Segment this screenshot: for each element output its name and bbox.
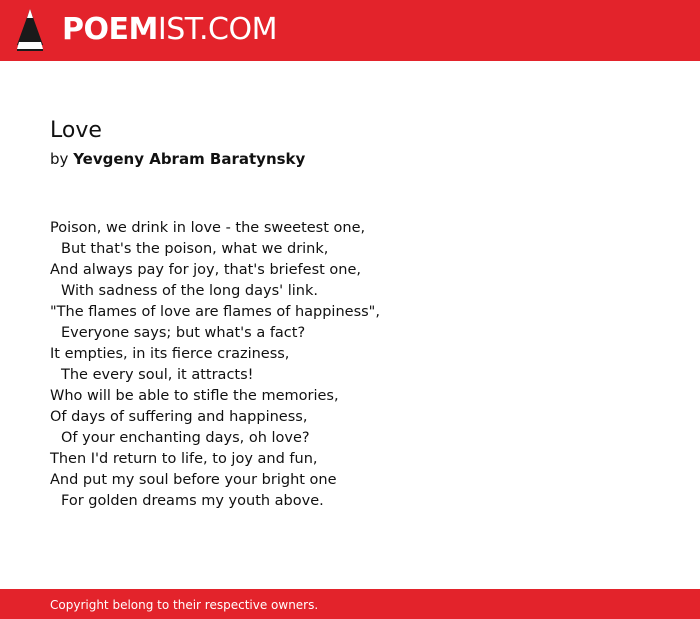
logo-text-light: IST.COM <box>157 12 277 47</box>
poem-title: Love <box>50 118 102 143</box>
poem-line: Of your enchanting days, oh love? <box>61 430 310 446</box>
by-label: by <box>50 150 69 168</box>
poem-line: It empties, in its fierce craziness, <box>50 346 290 362</box>
poem-line: With sadness of the long days' link. <box>61 283 318 299</box>
poem-line: "The flames of love are flames of happiness", <box>50 304 380 320</box>
poem-line: Of days of suffering and happiness, <box>50 409 308 425</box>
poem-line: Poison, we drink in love - the sweetest one, <box>50 220 366 236</box>
copyright-text: Copyright belong to their respective owners. <box>50 598 319 612</box>
poem-line: For golden dreams my youth above. <box>61 493 324 509</box>
poem-line: Then I'd return to life, to joy and fun, <box>50 451 318 467</box>
poem-line: But that's the poison, what we drink, <box>61 241 329 257</box>
poem-body <box>50 218 380 512</box>
poem-line: The every soul, it attracts! <box>61 367 254 383</box>
footer-bar <box>0 589 700 619</box>
poem-line: Who will be able to stifle the memories, <box>50 388 339 404</box>
site-logo-text <box>62 9 277 51</box>
top-bar <box>0 0 700 61</box>
poem-line: Everyone says; but what's a fact? <box>61 325 306 341</box>
poem-line: And always pay for joy, that's briefest one, <box>50 262 362 278</box>
site-logo-link[interactable] <box>17 9 277 51</box>
poem-byline <box>50 148 305 170</box>
pencil-tip-icon <box>17 9 43 51</box>
poem-line: And put my soul before your bright one <box>50 472 337 488</box>
author-link[interactable]: Yevgeny Abram Baratynsky <box>73 150 306 168</box>
logo-text-bold: POEM <box>62 12 158 47</box>
